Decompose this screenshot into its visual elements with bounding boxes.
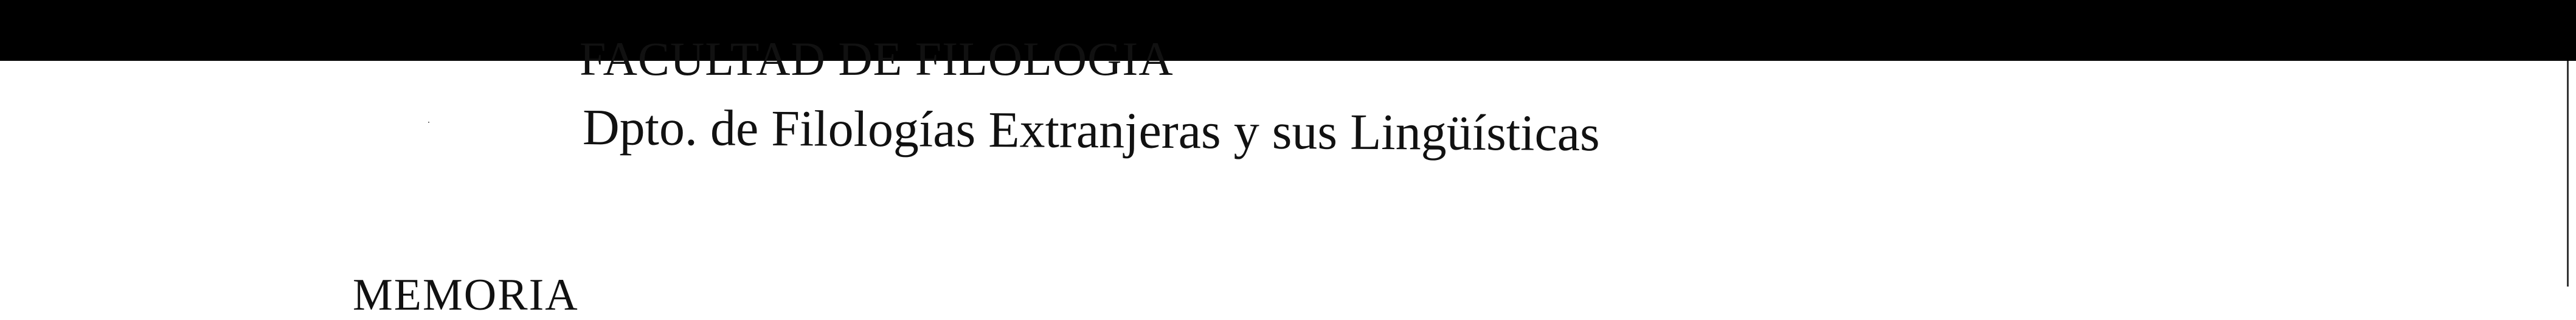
- faculty-name: FACULTAD DE FILOLOGIA: [580, 32, 1174, 85]
- cut-off-heading: MEMORIA: [353, 270, 579, 320]
- cut-off-heading-container: [353, 270, 579, 320]
- scan-edge-line: [2567, 61, 2569, 287]
- scan-top-border: [0, 0, 2576, 61]
- scan-speck: [428, 122, 429, 123]
- department-name: Dpto. de Filologías Extranjeras y sus Lingüísticas: [582, 99, 1601, 162]
